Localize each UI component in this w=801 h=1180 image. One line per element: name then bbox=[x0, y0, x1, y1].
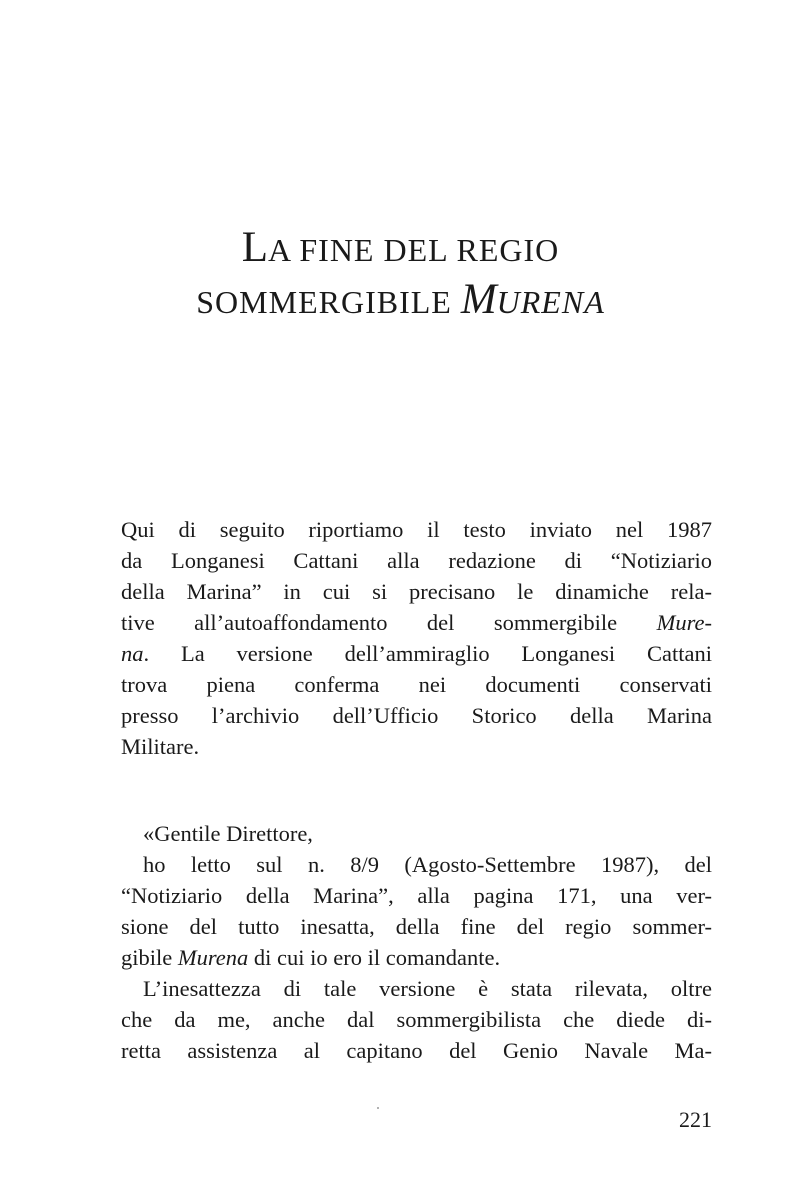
text-line: Militare. bbox=[121, 734, 200, 759]
text-line: L’inesattezza di tale versione è stata rilevata, oltre bbox=[143, 976, 712, 1001]
chapter-title bbox=[0, 222, 801, 326]
text-line: presso l’archivio dell’Ufficio Storico della Marina bbox=[121, 703, 712, 728]
text-line: da Longanesi Cattani alla redazione di “Notiziario bbox=[121, 548, 712, 573]
text-line: ho letto sul n. 8/9 (Agosto-Settembre 1987), del bbox=[143, 852, 712, 877]
italic-submarine-name: Murena bbox=[177, 945, 249, 970]
title-line-2 bbox=[0, 274, 801, 326]
text-line: Qui di seguito riportiamo il testo inviato nel 1987 bbox=[121, 517, 712, 542]
text-segment: . La versione dell’ammiraglio Longanesi Cattani bbox=[143, 641, 712, 666]
text-line: retta assistenza al capitano del Genio Navale Ma- bbox=[121, 1038, 712, 1063]
text-line: trova piena conferma nei documenti conservati bbox=[121, 672, 712, 697]
title-submarine-name-rest: URENA bbox=[496, 284, 605, 320]
text-line: “Notiziario della Marina”, alla pagina 171, una ver- bbox=[121, 883, 712, 908]
text-segment: tive all’autoaffondamento del sommergibile bbox=[121, 610, 657, 635]
title-initial-m: M bbox=[460, 276, 497, 323]
text-line: della Marina” in cui si precisano le dinamiche rela- bbox=[121, 579, 712, 604]
italic-submarine-name: na bbox=[121, 641, 144, 666]
title-line-1 bbox=[0, 222, 801, 274]
intro-paragraph bbox=[121, 514, 712, 762]
title-line-2-text: SOMMERGIBILE bbox=[196, 284, 461, 320]
page-number: 221 bbox=[679, 1107, 712, 1132]
text-line bbox=[121, 607, 712, 638]
text-line: sione del tutto inesatta, della fine del regio sommer- bbox=[121, 914, 712, 939]
text-line bbox=[121, 942, 712, 973]
letter-text bbox=[121, 818, 712, 1066]
letter-greeting: «Gentile Direttore, bbox=[143, 821, 313, 846]
italic-submarine-name: Mure- bbox=[656, 610, 712, 635]
text-segment: di cui io ero il comandante. bbox=[248, 945, 501, 970]
text-segment: gibile bbox=[121, 945, 178, 970]
text-line: che da me, anche dal sommergibilista che diede di- bbox=[121, 1007, 712, 1032]
text-line bbox=[121, 638, 712, 669]
title-submarine-name bbox=[460, 276, 605, 323]
title-line-1-text: A FINE DEL REGIO bbox=[268, 232, 560, 268]
scan-speck bbox=[377, 1107, 379, 1109]
title-initial-l: L bbox=[241, 224, 269, 271]
